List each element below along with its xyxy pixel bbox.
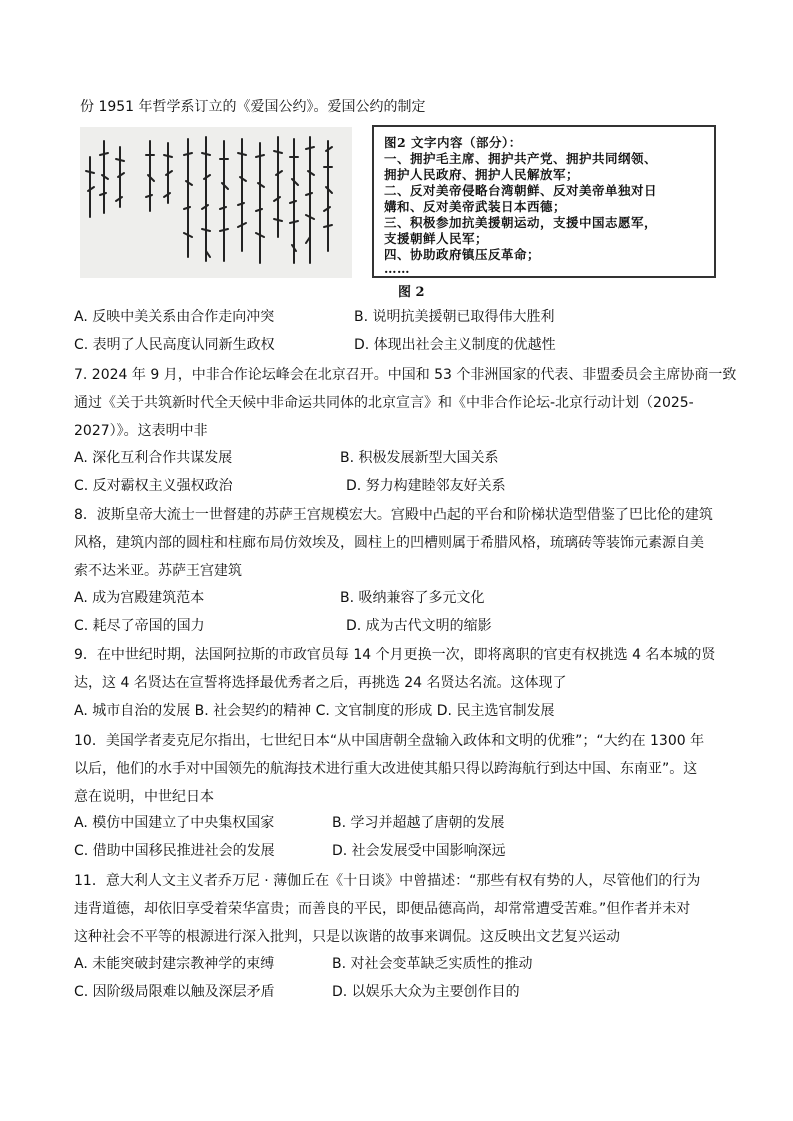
q9-options: A. 城市自治的发展 B. 社会契约的精神 C. 文官制度的形成 D. 民主选官制发展 — [74, 703, 555, 719]
q7-option-a: A. 深化互利合作共谋发展 — [74, 450, 233, 466]
q10-stem: 意在说明，中世纪日本 — [74, 789, 214, 805]
figure-2-line: 支援朝鲜人民军； — [384, 231, 489, 246]
figure-2-text-box — [372, 125, 716, 278]
q11-option-b: B. 对社会变革缺乏实质性的推动 — [332, 956, 533, 972]
q7-stem: 通过《关于共筑新时代全天候中非命运共同体的北京宣言》和《中非合作论坛-北京行动计划（2025- — [74, 395, 694, 411]
q9-stem: 9．在中世纪时期，法国阿拉斯的市政官员每 14 个月更换一次，即将离职的官吏有权挑选 4 名本城的贤 — [74, 647, 716, 663]
q11-stem: 违背道德，却依旧享受着荣华富贵；而善良的平民，即便品德高尚，却常常遭受苦难。”但作者并未对 — [74, 901, 691, 917]
q10-option-b: B. 学习并超越了唐朝的发展 — [332, 815, 505, 831]
q11-option-d: D. 以娱乐大众为主要创作目的 — [332, 984, 520, 1000]
q10-stem: 以后，他们的水手对中国领先的航海技术进行重大改进使其船只得以跨海航行到达中国、东南亚”。这 — [74, 761, 698, 777]
q11-option-c: C. 因阶级局限难以触及深层矛盾 — [74, 984, 275, 1000]
figure-2-line: 媾和、反对美帝武装日本西德； — [384, 199, 567, 214]
figure-2-line: 四、协助政府镇压反革命； — [384, 247, 541, 262]
q11-stem: 这种社会不平等的根源进行深入批判，只是以诙谐的故事来调侃。这反映出文艺复兴运动 — [74, 929, 620, 945]
q8-option-c: C. 耗尽了帝国的国力 — [74, 618, 205, 634]
figure-2-line: 一、拥护毛主席、拥护共产党、拥护共同纲领、 — [384, 151, 658, 166]
q10-stem: 10．美国学者麦克尼尔指出，七世纪日本“从中国唐朝全盘输入政体和文明的优雅”；“大约在 1300 年 — [74, 733, 705, 749]
figure-2-line: 图2 文字内容（部分）： — [384, 135, 522, 150]
q8-option-d: D. 成为古代文明的缩影 — [346, 618, 492, 634]
q8-stem: 8．波斯皇帝大流士一世督建的苏萨王宫规模宏大。宫殿中凸起的平台和阶梯状造型借鉴了巴比伦的建筑 — [74, 507, 713, 523]
figure-2-caption: 图 2 — [398, 285, 425, 300]
q7-option-d: D. 努力构建睦邻友好关系 — [346, 478, 506, 494]
q8-option-a: A. 成为宫殿建筑范本 — [74, 590, 205, 606]
handwritten-pledge-image — [80, 127, 352, 278]
q6-option-b: B. 说明抗美援朝已取得伟大胜利 — [354, 309, 555, 325]
q6-option-a: A. 反映中美关系由合作走向冲突 — [74, 309, 275, 325]
q7-stem: 7. 2024 年 9 月，中非合作论坛峰会在北京召开。中国和 53 个非洲国家的代表、非盟委员会主席协商一致 — [74, 367, 737, 383]
q7-option-c: C. 反对霸权主义强权政治 — [74, 478, 233, 494]
figure-2-line: 拥护人民政府、拥护人民解放军； — [384, 167, 580, 182]
q10-option-c: C. 借助中国移民推进社会的发展 — [74, 843, 275, 859]
figure-2-line: …… — [384, 261, 410, 276]
q10-option-a: A. 模仿中国建立了中央集权国家 — [74, 815, 275, 831]
figure-2-line: 三、积极参加抗美援朝运动，支援中国志愿军， — [384, 215, 658, 230]
q8-stem: 索不达米亚。苏萨王宫建筑 — [74, 563, 242, 579]
q6-option-c: C. 表明了人民高度认同新生政权 — [74, 337, 275, 353]
q6-option-d: D. 体现出社会主义制度的优越性 — [354, 337, 556, 353]
q8-stem: 风格，建筑内部的圆柱和柱廊布局仿效埃及，圆柱上的凹槽则属于希腊风格，琉璃砖等装饰元素源自美 — [74, 535, 704, 551]
q7-stem: 2027）》。这表明中非 — [74, 423, 208, 439]
q11-option-a: A. 未能突破封建宗教神学的束缚 — [74, 956, 275, 972]
figure-2-line: 二、反对美帝侵略台湾朝鲜、反对美帝单独对日 — [384, 183, 658, 198]
intro-text: 份 1951 年哲学系订立的《爱国公约》。爱国公约的制定 — [80, 99, 426, 115]
q8-option-b: B. 吸纳兼容了多元文化 — [340, 590, 485, 606]
q7-option-b: B. 积极发展新型大国关系 — [340, 450, 499, 466]
q9-stem: 达，这 4 名贤达在宣誓将选择最优秀者之后，再挑选 24 名贤达名流。这体现了 — [74, 675, 567, 691]
q10-option-d: D. 社会发展受中国影响深远 — [332, 843, 506, 859]
q11-stem: 11．意大利人文主义者乔万尼 · 薄伽丘在《十日谈》中曾描述：“那些有权有势的人，尽管他们的行为 — [74, 873, 701, 889]
